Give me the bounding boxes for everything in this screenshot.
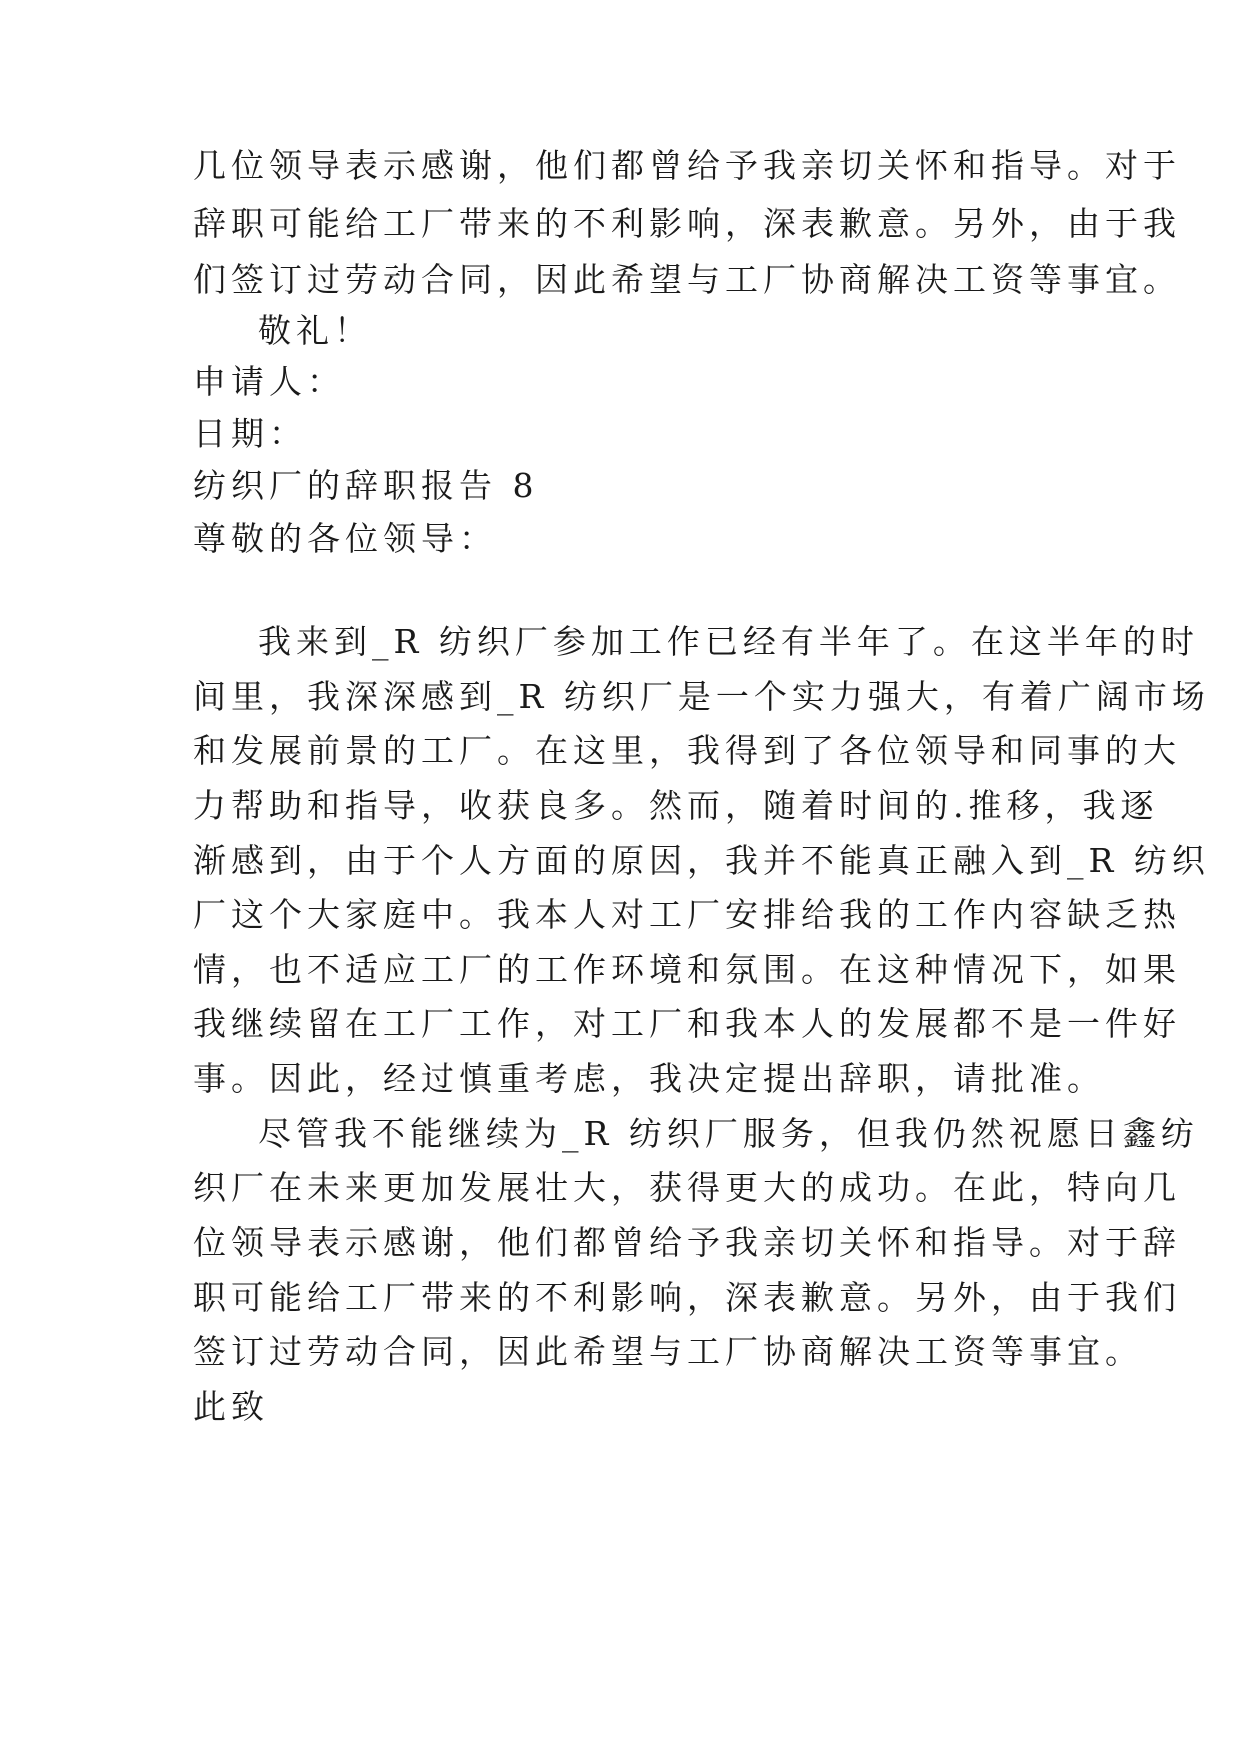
paragraph-line: 位领导表示感谢，他们都曾给予我亲切关怀和指导。对于辞 (193, 1223, 1181, 1262)
section-title: 纺织厂的辞职报告 8 (193, 466, 539, 505)
paragraph-line: 力帮助和指导，收获良多。然而，随着时间的.推移，我逐 (193, 786, 1159, 825)
paragraph-line: 职可能给工厂带来的不利影响，深表歉意。另外，由于我们 (193, 1278, 1181, 1317)
closing-phrase: 此致 (193, 1387, 269, 1426)
paragraph-line: 我来到_R 纺织厂参加工作已经有半年了。在这半年的时 (258, 622, 1199, 661)
paragraph-line: 辞职可能给工厂带来的不利影响，深表歉意。另外，由于我 (193, 204, 1181, 243)
paragraph-line: 我继续留在工厂工作，对工厂和我本人的发展都不是一件好 (193, 1004, 1181, 1043)
date-label: 日期： (193, 414, 307, 453)
applicant-label: 申请人： (193, 362, 345, 401)
paragraph-line: 情，也不适应工厂的工作环境和氛围。在这种情况下，如果 (193, 950, 1181, 989)
paragraph-line: 织厂在未来更加发展壮大，获得更大的成功。在此，特向几 (193, 1168, 1181, 1207)
paragraph-line: 渐感到，由于个人方面的原因，我并不能真正融入到_R 纺织 (193, 841, 1210, 880)
paragraph-line: 几位领导表示感谢，他们都曾给予我亲切关怀和指导。对于 (193, 146, 1181, 185)
paragraph-line: 们签订过劳动合同，因此希望与工厂协商解决工资等事宜。 (193, 260, 1181, 299)
paragraph-line: 厂这个大家庭中。我本人对工厂安排给我的工作内容缺乏热 (193, 895, 1181, 934)
paragraph-line: 和发展前景的工厂。在这里，我得到了各位领导和同事的大 (193, 731, 1181, 770)
paragraph-line: 间里，我深深感到_R 纺织厂是一个实力强大，有着广阔市场 (193, 677, 1210, 716)
closing-salutation: 敬礼！ (258, 311, 372, 350)
greeting: 尊敬的各位领导： (193, 519, 497, 558)
paragraph-line: 签订过劳动合同，因此希望与工厂协商解决工资等事宜。 (193, 1332, 1143, 1371)
paragraph-line: 事。因此，经过慎重考虑，我决定提出辞职，请批准。 (193, 1059, 1105, 1098)
paragraph-line: 尽管我不能继续为_R 纺织厂服务，但我仍然祝愿日鑫纺 (258, 1114, 1199, 1153)
